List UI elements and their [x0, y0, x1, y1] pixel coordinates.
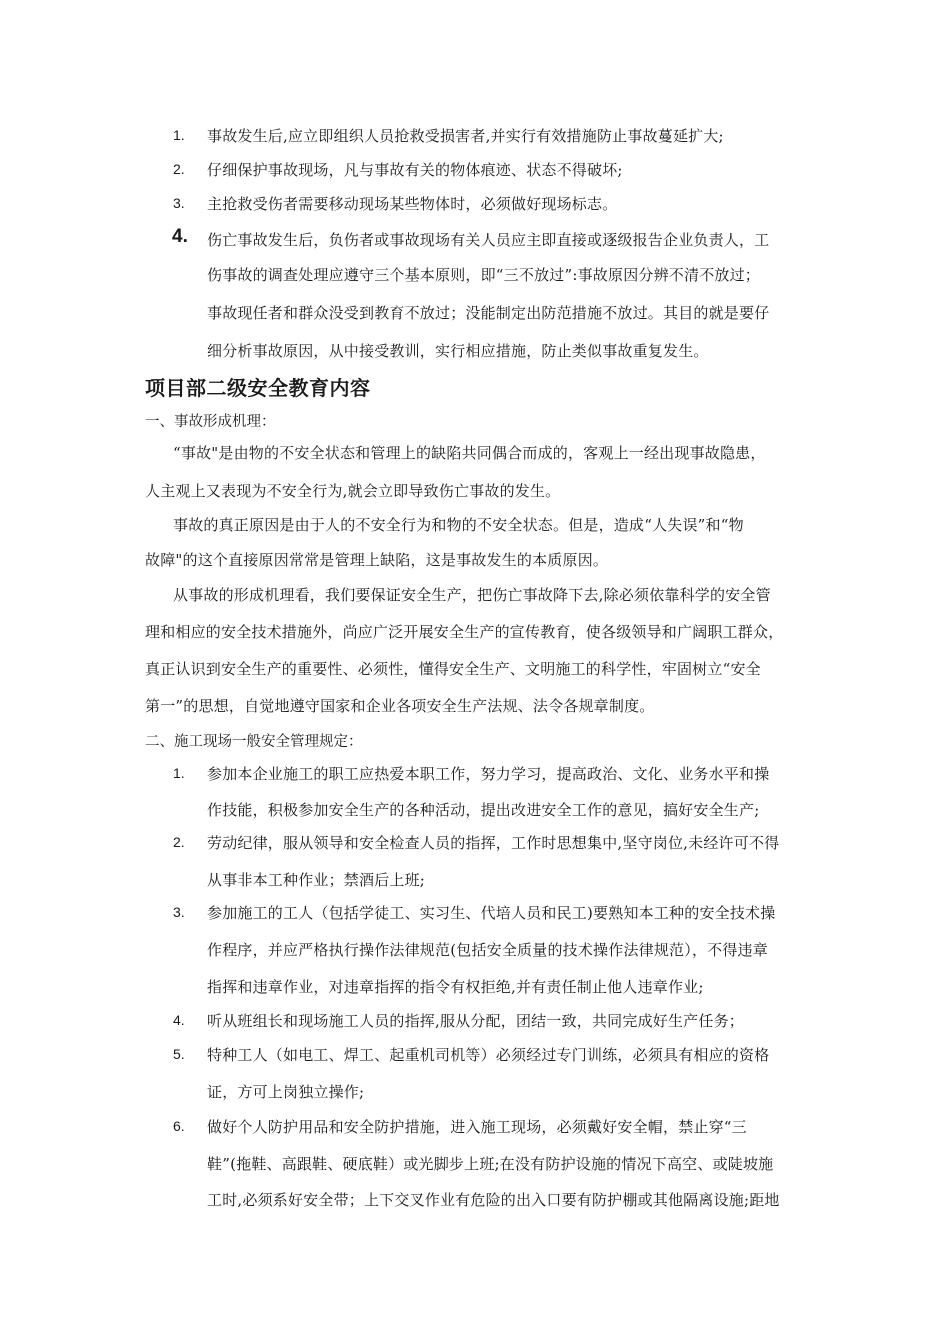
list-item-text: 听从班组长和现场施工人员的指挥,服从分配，团结一致，共同完成好生产任务；	[207, 1012, 744, 1030]
list-item-text: 事故发生后,应立即组织人员抢救受损害者,并实行有效措施防止事故蔓延扩大;	[207, 127, 724, 145]
list-item-text: 作程序，并应严格执行操作法律规范(包括安全质量的技术操作法律规范），不得违章	[207, 941, 768, 959]
paragraph-line: 故障"的这个直接原因常常是管理上缺陷，这是事故发生的本质原因。	[145, 551, 609, 569]
list-item-text: 伤事故的调查处理应遵守三个基本原则，即“三不放过”:事故原因分辨不清不放过；	[207, 266, 760, 284]
list-item-text: 细分析事故原因，从中接受教训，实行相应措施，防止类似事故重复发生。	[207, 342, 709, 360]
list-item-text: 劳动纪律，服从领导和安全检查人员的指挥，工作时思想集中,坚守岗位,未经许可不得	[207, 834, 780, 852]
list-number: 5.	[173, 1046, 185, 1062]
list-number: 4.	[172, 226, 188, 247]
paragraph-line: 从事故的形成机理看，我们要保证安全生产，把伤亡事故降下去,除必须依靠科学的安全管	[173, 586, 771, 604]
list-item-text: 仔细保护事故现场，凡与事故有关的物体痕迹、状态不得破坏;	[207, 161, 623, 179]
list-number: 2.	[173, 161, 185, 177]
list-item-text: 做好个人防护用品和安全防护措施，进入施工现场，必须戴好安全帽，禁止穿“三	[207, 1118, 747, 1136]
list-item-text: 证，方可上岗独立操作;	[207, 1083, 365, 1101]
list-item-text: 参加施工的工人（包括学徒工、实习生、代培人员和民工)要熟知本工种的安全技术操	[207, 904, 776, 922]
list-number: 1.	[173, 765, 185, 781]
list-number: 3.	[173, 195, 185, 211]
list-number: 3.	[173, 904, 185, 920]
list-item-text: 指挥和违章作业，对违章指挥的指令有权拒绝,并有责任制止他人违章作业;	[207, 978, 704, 996]
list-number: 6.	[173, 1118, 185, 1134]
list-item-text: 工时,必须系好安全带；上下交叉作业有危险的出入口要有防护棚或其他隔离设施;距地	[207, 1191, 780, 1209]
list-item-text: 伤亡事故发生后，负伤者或事故现场有关人员应主即直接或逐级报告企业负责人，工	[207, 231, 770, 249]
list-item-text: 鞋”(拖鞋、高跟鞋、硬底鞋）或光脚步上班;在没有防护设施的情况下高空、或陡坡施	[207, 1155, 774, 1173]
section-title: 一、事故形成机理：	[145, 414, 276, 430]
paragraph-line: 人主观上又表现为不安全行为,就会立即导致伤亡事故的发生。	[145, 482, 561, 500]
paragraph-line: 真正认识到安全生产的重要性、必须性，懂得安全生产、文明施工的科学性，牢固树立“安全	[145, 660, 761, 678]
list-item-text: 事故现任者和群众没受到教育不放过；没能制定出防范措施不放过。其目的就是要仔	[207, 304, 770, 322]
list-item-text: 参加本企业施工的职工应热爱本职工作，努力学习，提高政治、文化、业务水平和操	[207, 765, 770, 783]
list-item-text: 主抢救受伤者需要移动现场某些物体时，必须做好现场标志。	[207, 195, 618, 213]
list-item-text: 作技能，积极参加安全生产的各种活动，提出改进安全工作的意见，搞好安全生产;	[207, 801, 760, 819]
list-item-text: 特种工人（如电工、焊工、起重机司机等）必须经过专门训练，必须具有相应的资格	[207, 1046, 770, 1064]
list-item-text: 从事非本工种作业；禁酒后上班;	[207, 871, 426, 889]
list-number: 1.	[173, 127, 185, 143]
paragraph-line: 事故的真正原因是由于人的不安全行为和物的不安全状态。但是，造成“人失误”和“物	[173, 516, 744, 534]
paragraph-line: “事故"是由物的不安全状态和管理上的缺陷共同偶合而成的，客观上一经出现事故隐患，	[173, 444, 766, 462]
section-title: 二、施工现场一般安全管理规定：	[145, 734, 363, 750]
list-number: 2.	[173, 834, 185, 850]
page-heading: 项目部二级安全教育内容	[145, 376, 371, 400]
paragraph-line: 理和相应的安全技术措施外，尚应广泛开展安全生产的宣传教育，使各级领导和广阔职工群众，	[145, 623, 784, 641]
list-number: 4.	[173, 1012, 185, 1028]
paragraph-line: 第一”的思想，自觉地遵守国家和企业各项安全生产法规、法令各规章制度。	[145, 697, 655, 715]
